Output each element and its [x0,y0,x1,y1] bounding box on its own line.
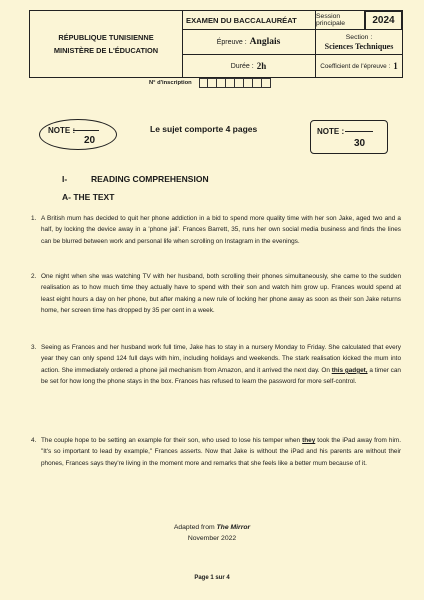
note-score-box-left [39,119,117,150]
coefficient-value: 1 [393,61,398,71]
paragraph-text [41,435,401,469]
paragraph-text: One night when she was watching TV with her husband, both scrolling their phones simultaneously, she came to the sudden realisation as to how much time they actually have to spend with their son and watch him grow up. Frances would spend at least eight hours a day on her phone, but after making a new rule of locking her phone away as soon as their son Jake returns home, her screen time has dropped by 35 per cent in a week. [41,273,401,315]
source-publication: The Mirror [216,524,251,531]
inscription-number-boxes[interactable] [199,78,271,88]
source-adapted: Adapted from [173,524,215,531]
paragraph-number: 1. [31,215,37,222]
ministry-block [30,11,183,77]
duration-label: Durée : [230,62,254,70]
paragraph-number: 2. [31,273,37,280]
section-number: I- [62,174,68,184]
duration-value: 2h [256,61,267,71]
source-line [0,524,424,531]
duration-cell [182,55,316,77]
ministry-name: MINISTÈRE DE L'ÉDUCATION [53,46,159,55]
paragraph-1 [29,213,401,247]
subject-label: Épreuve : [216,38,247,46]
note-score-box-right [310,120,388,154]
session-label: Session principale [316,11,365,30]
page-count-notice: Le sujet comporte 4 pages [150,124,258,134]
paragraph-text: A British mum has decided to quit her phone addiction in a bid to spend more quality time with her son Jake, aged two and a half, by locking the device away in a 'phone jail'. Frances Barrett, 35, runs her own social media business and finds the lines can be blurred between work and personal life when scrolling on Instagram in the evenings. [41,215,401,245]
paragraph-text-part: took the iPad away from him. "It's so important to lead by example," Frances asserts. Now that Jake is without the iPad and his parents are without their phones, Frances says they're living in the moment more and remarks that she feels like a better mum because of it. [41,437,401,467]
paragraph-text-part: The couple hope to be setting an example for their son, who used to lose his temper when [41,437,303,444]
page-number: Page 1 sur 4 [194,575,230,581]
subject-value: Anglais [249,37,281,47]
paragraph-number: 4. [31,437,37,444]
paragraph-text [41,342,401,388]
note-label: NOTE : [317,127,345,136]
paragraph-text-part: Seeing as Frances and her husband work full time, Jake has to stay in a nursery Monday to Friday. She calculated that every year they can only spend 124 full days with him, including holidays and weekends. The stark realisation kicked the mum into action. She immediately ordered a phone jail mechanism from Amazon, and it arrived the next day. On [41,344,401,374]
exam-title: EXAMEN DU BACCALAURÉAT [182,11,316,30]
section-label: Section : [345,34,373,41]
note-total: 20 [84,135,96,146]
exam-year: 2024 [365,11,402,30]
paragraph-number: 3. [31,344,37,351]
note-total: 30 [354,138,366,149]
paragraph-text-part: a timer can be set for how long the phone stays in the box. Frances has refused to learn the password for more self-control. [41,366,401,386]
note-label: NOTE : [48,126,76,135]
coefficient-cell [316,55,402,77]
paragraph-3 [29,342,401,388]
inscription-label: N° d'inscription [149,80,192,86]
section-title: READING COMPREHENSION [91,174,209,184]
subsection-title: A- THE TEXT [62,192,115,202]
source-date: November 2022 [187,535,237,542]
note-blank-line [73,130,99,131]
paragraph-4 [29,435,401,469]
section-value: Sciences Techniques [324,42,394,51]
paragraph-2 [29,271,401,317]
coefficient-label: Coefficient de l'épreuve : [320,62,391,70]
country-name: RÉPUBLIQUE TUNISIENNE [58,33,154,42]
note-blank-line [345,131,373,132]
underlined-reference: they [302,437,316,444]
underlined-reference: this gadget, [331,366,368,374]
section-cell [316,30,402,55]
subject-cell [182,30,316,55]
exam-header-table [29,10,403,78]
